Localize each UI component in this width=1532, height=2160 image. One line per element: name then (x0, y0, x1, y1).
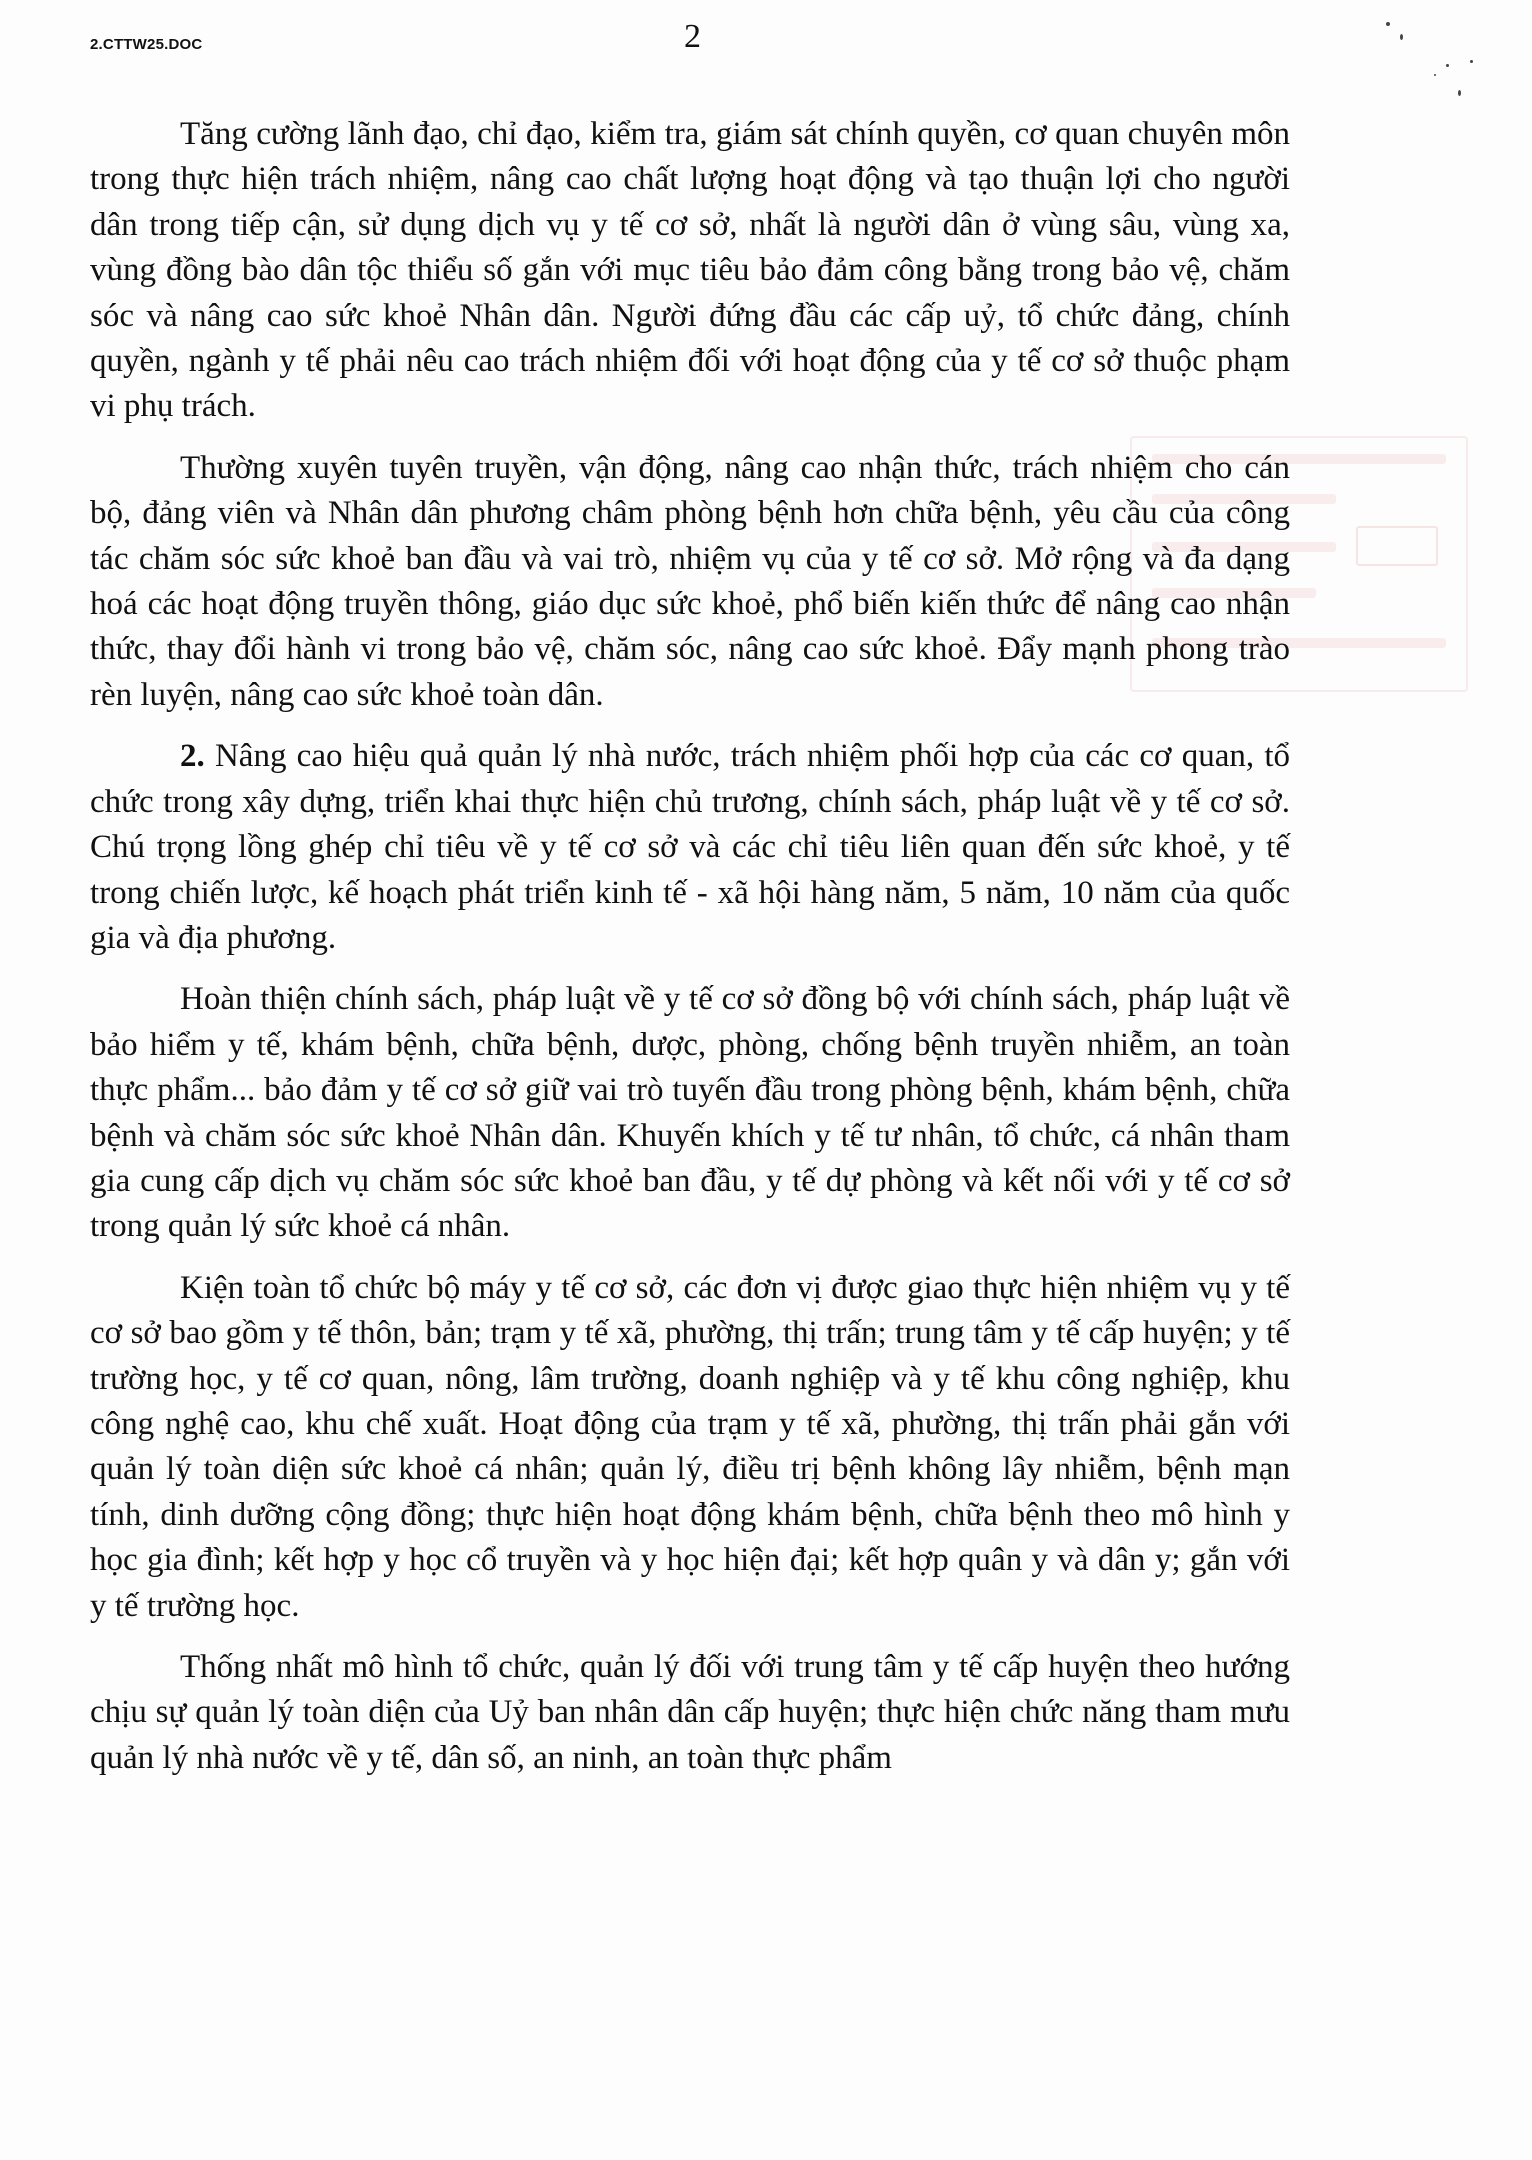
scan-speck (1446, 64, 1449, 67)
section-number: 2. (180, 738, 205, 775)
paragraph-text: Tăng cường lãnh đạo, chỉ đạo, kiểm tra, giám sát chính quyền, cơ quan chuyên môn trong thực hiện trách nhiệm, nâng cao chất lượng hoạt động và tạo thuận lợi cho người dân trong tiếp cận, sử dụng dịch vụ y tế cơ sở, nhất là người dân ở vùng sâu, vùng xa, vùng đồng bào dân tộc thiểu số gắn với mục tiêu bảo đảm công bằng trong bảo vệ, chăm sóc và nâng cao sức khoẻ Nhân dân. Người đứng đầu các cấp uỷ, tổ chức đảng, chính quyền, ngành y tế phải nêu cao trách nhiệm đối với hoạt động của y tế cơ sở thuộc phạm vi phụ trách. (90, 116, 1290, 425)
paragraph-text: Nâng cao hiệu quả quản lý nhà nước, trách nhiệm phối hợp của các cơ quan, tổ chức trong xây dựng, triển khai thực hiện chủ trương, chính sách, pháp luật về y tế cơ sở. Chú trọng lồng ghép chỉ tiêu về y tế cơ sở và các chỉ tiêu liên quan đến sức khoẻ, y tế trong chiến lược, kế hoạch phát triển kinh tế - xã hội hàng năm, 5 năm, 10 năm của quốc gia và địa phương. (90, 738, 1290, 956)
paragraph-text: Thống nhất mô hình tổ chức, quản lý đối với trung tâm y tế cấp huyện theo hướng chịu sự quản lý toàn diện của Uỷ ban nhân dân cấp huyện; thực hiện chức năng tham mưu quản lý nhà nước về y tế, dân số, an ninh, an toàn thực phẩm (90, 1649, 1290, 1776)
body-text (90, 112, 1290, 1797)
paragraph (90, 446, 1290, 718)
paragraph (90, 1266, 1290, 1629)
paragraph (90, 977, 1290, 1249)
paragraph-text: Kiện toàn tổ chức bộ máy y tế cơ sở, các đơn vị được giao thực hiện nhiệm vụ y tế cơ sở bao gồm y tế thôn, bản; trạm y tế xã, phường, thị trấn; trung tâm y tế cấp huyện; y tế trường học, y tế cơ quan, nông, lâm trường, doanh nghiệp và y tế khu công nghiệp, khu công nghệ cao, khu chế xuất. Hoạt động của trạm y tế xã, phường, thị trấn phải gắn với quản lý toàn diện sức khoẻ cá nhân; quản lý, điều trị bệnh không lây nhiễm, bệnh mạn tính, dinh dưỡng cộng đồng; thực hiện hoạt động khám bệnh, chữa bệnh theo mô hình y học gia đình; kết hợp y học cổ truyền và y học hiện đại; kết hợp quân y và dân y; gắn với y tế trường học. (90, 1269, 1290, 1624)
paragraph-text: Hoàn thiện chính sách, pháp luật về y tế cơ sở đồng bộ với chính sách, pháp luật về bảo hiểm y tế, khám bệnh, chữa bệnh, dược, phòng, chống bệnh truyền nhiễm, an toàn thực phẩm... bảo đảm y tế cơ sở giữ vai trò tuyến đầu trong phòng bệnh, khám bệnh, chữa bệnh và chăm sóc sức khoẻ Nhân dân. Khuyến khích y tế tư nhân, tổ chức, cá nhân tham gia cung cấp dịch vụ chăm sóc sức khoẻ ban đầu, y tế dự phòng và kết nối với y tế cơ sở trong quản lý sức khoẻ cá nhân. (90, 981, 1290, 1245)
document-code: 2.CTTW25.DOC (90, 36, 203, 53)
paragraph (90, 1645, 1290, 1781)
scan-speck (1470, 60, 1473, 63)
paragraph (90, 734, 1290, 961)
page-number: 2 (684, 18, 701, 55)
scan-speck (1400, 34, 1403, 40)
scan-speck (1458, 90, 1461, 96)
paragraph-text: Thường xuyên tuyên truyền, vận động, nâng cao nhận thức, trách nhiệm cho cán bộ, đảng viên và Nhân dân phương châm phòng bệnh hơn chữa bệnh, yêu cầu của công tác chăm sóc sức khoẻ ban đầu và vai trò, nhiệm vụ của y tế cơ sở. Mở rộng và đa dạng hoá các hoạt động truyền thông, giáo dục sức khoẻ, phổ biến kiến thức để nâng cao nhận thức, thay đổi hành vi trong bảo vệ, chăm sóc, nâng cao sức khoẻ. Đẩy mạnh phong trào rèn luyện, nâng cao sức khoẻ toàn dân. (90, 449, 1290, 713)
stamp-box (1356, 526, 1438, 566)
paragraph (90, 112, 1290, 430)
scan-speck (1434, 74, 1436, 76)
scan-speck (1386, 22, 1390, 26)
